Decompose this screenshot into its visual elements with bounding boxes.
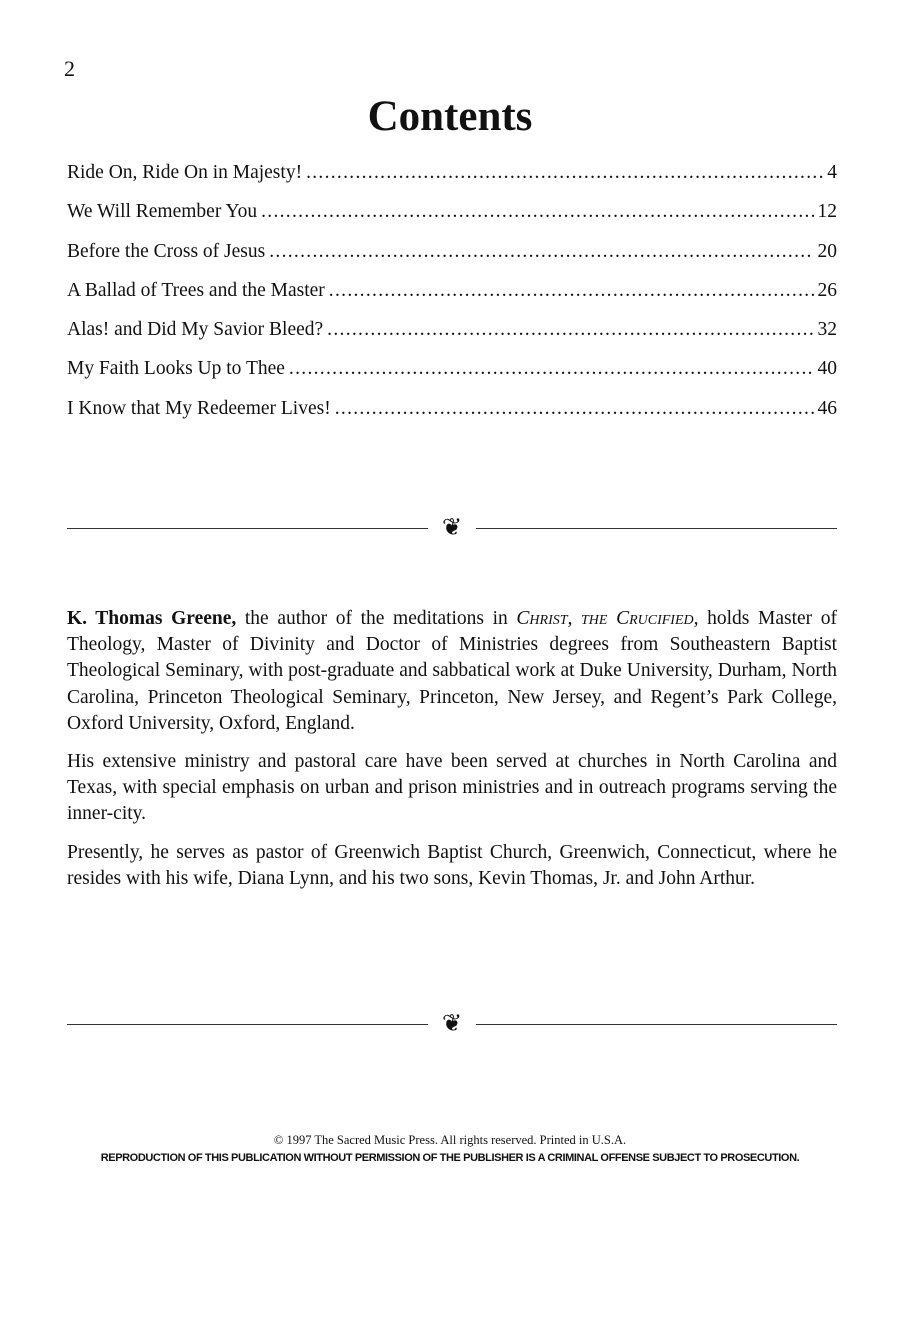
- page-number: 2: [64, 56, 75, 81]
- toc-leader-dots: [261, 197, 813, 227]
- bio-paragraph: Presently, he serves as pastor of Greenwich Baptist Church, Greenwich, Connecticut, where he resides with his wife, Diana Lynn, and his two sons, Kevin Thomas, Jr. and John Arthur.: [67, 841, 837, 889]
- bio-paragraph: His extensive ministry and pastoral care have been served at churches in North Carolina and Texas, with special emphasis on urban and prison ministries and in outreach programs serving the inner-city.: [67, 751, 837, 825]
- author-name: K. Thomas Greene,: [67, 608, 237, 629]
- copyright-notice: © 1997 The Sacred Music Press. All rights reserved. Printed in U.S.A.: [273, 1133, 627, 1147]
- toc-entry-page: 40: [817, 358, 837, 380]
- book-title: Christ, the Crucified,: [516, 608, 699, 629]
- table-of-contents: [67, 158, 837, 433]
- fleuron-icon: ❦: [441, 515, 463, 541]
- toc-entry-page: 20: [817, 240, 837, 262]
- divider-rule: [476, 1024, 837, 1025]
- toc-entry-title: Ride On, Ride On in Majesty!: [67, 162, 303, 183]
- toc-leader-dots: [306, 158, 823, 188]
- toc-entry[interactable]: [67, 197, 837, 236]
- toc-entry[interactable]: [67, 276, 837, 315]
- toc-entry[interactable]: [67, 237, 837, 276]
- ornament-divider: [67, 515, 837, 541]
- toc-leader-dots: [269, 237, 813, 267]
- toc-entry-page: 4: [827, 162, 837, 183]
- divider-rule: [67, 528, 428, 529]
- toc-leader-dots: [289, 354, 814, 384]
- divider-rule: [67, 1024, 428, 1025]
- toc-entry-page: 12: [817, 201, 837, 223]
- toc-entry[interactable]: [67, 394, 837, 433]
- toc-leader-dots: [327, 315, 813, 345]
- reproduction-warning: REPRODUCTION OF THIS PUBLICATION WITHOUT PERMISSION OF THE PUBLISHER IS A CRIMINAL OFFENSE SUBJECT TO PROSECUTION.: [100, 1152, 800, 1164]
- toc-entry-title: I Know that My Redeemer Lives!: [67, 397, 331, 419]
- toc-entry-page: 32: [817, 319, 837, 341]
- divider-rule: [476, 528, 837, 529]
- toc-entry-title: Alas! and Did My Savior Bleed?: [67, 319, 324, 341]
- toc-entry[interactable]: [67, 315, 837, 354]
- bio-text: the author of the meditations in: [236, 608, 517, 629]
- toc-entry-title: My Faith Looks Up to Thee: [67, 358, 285, 380]
- toc-entry-title: We Will Remember You: [67, 201, 258, 223]
- toc-entry-title: A Ballad of Trees and the Master: [67, 279, 325, 301]
- toc-entry-title: Before the Cross of Jesus: [67, 240, 266, 262]
- page-title: Contents: [367, 93, 533, 140]
- toc-entry[interactable]: [67, 354, 837, 393]
- toc-entry-page: 46: [817, 397, 837, 419]
- bio-paragraph: [67, 606, 837, 737]
- toc-entry[interactable]: [67, 158, 837, 197]
- fleuron-icon: ❦: [441, 1011, 463, 1037]
- author-bio: [67, 606, 837, 904]
- toc-leader-dots: [335, 394, 814, 424]
- toc-entry-page: 26: [817, 279, 837, 301]
- bio-text: holds Master of Theology, Master of Divinity and Doctor of Ministries degrees from Southeastern Baptist Theological Seminary, with post-graduate and sabbatical work at Duke University, Durham, North Carolina, Princeton Theological Seminary, Princeton, New Jersey, and Regent’s Park College, Oxford University, Oxford, England.: [67, 608, 838, 734]
- toc-leader-dots: [329, 276, 814, 306]
- ornament-divider: [67, 1011, 837, 1037]
